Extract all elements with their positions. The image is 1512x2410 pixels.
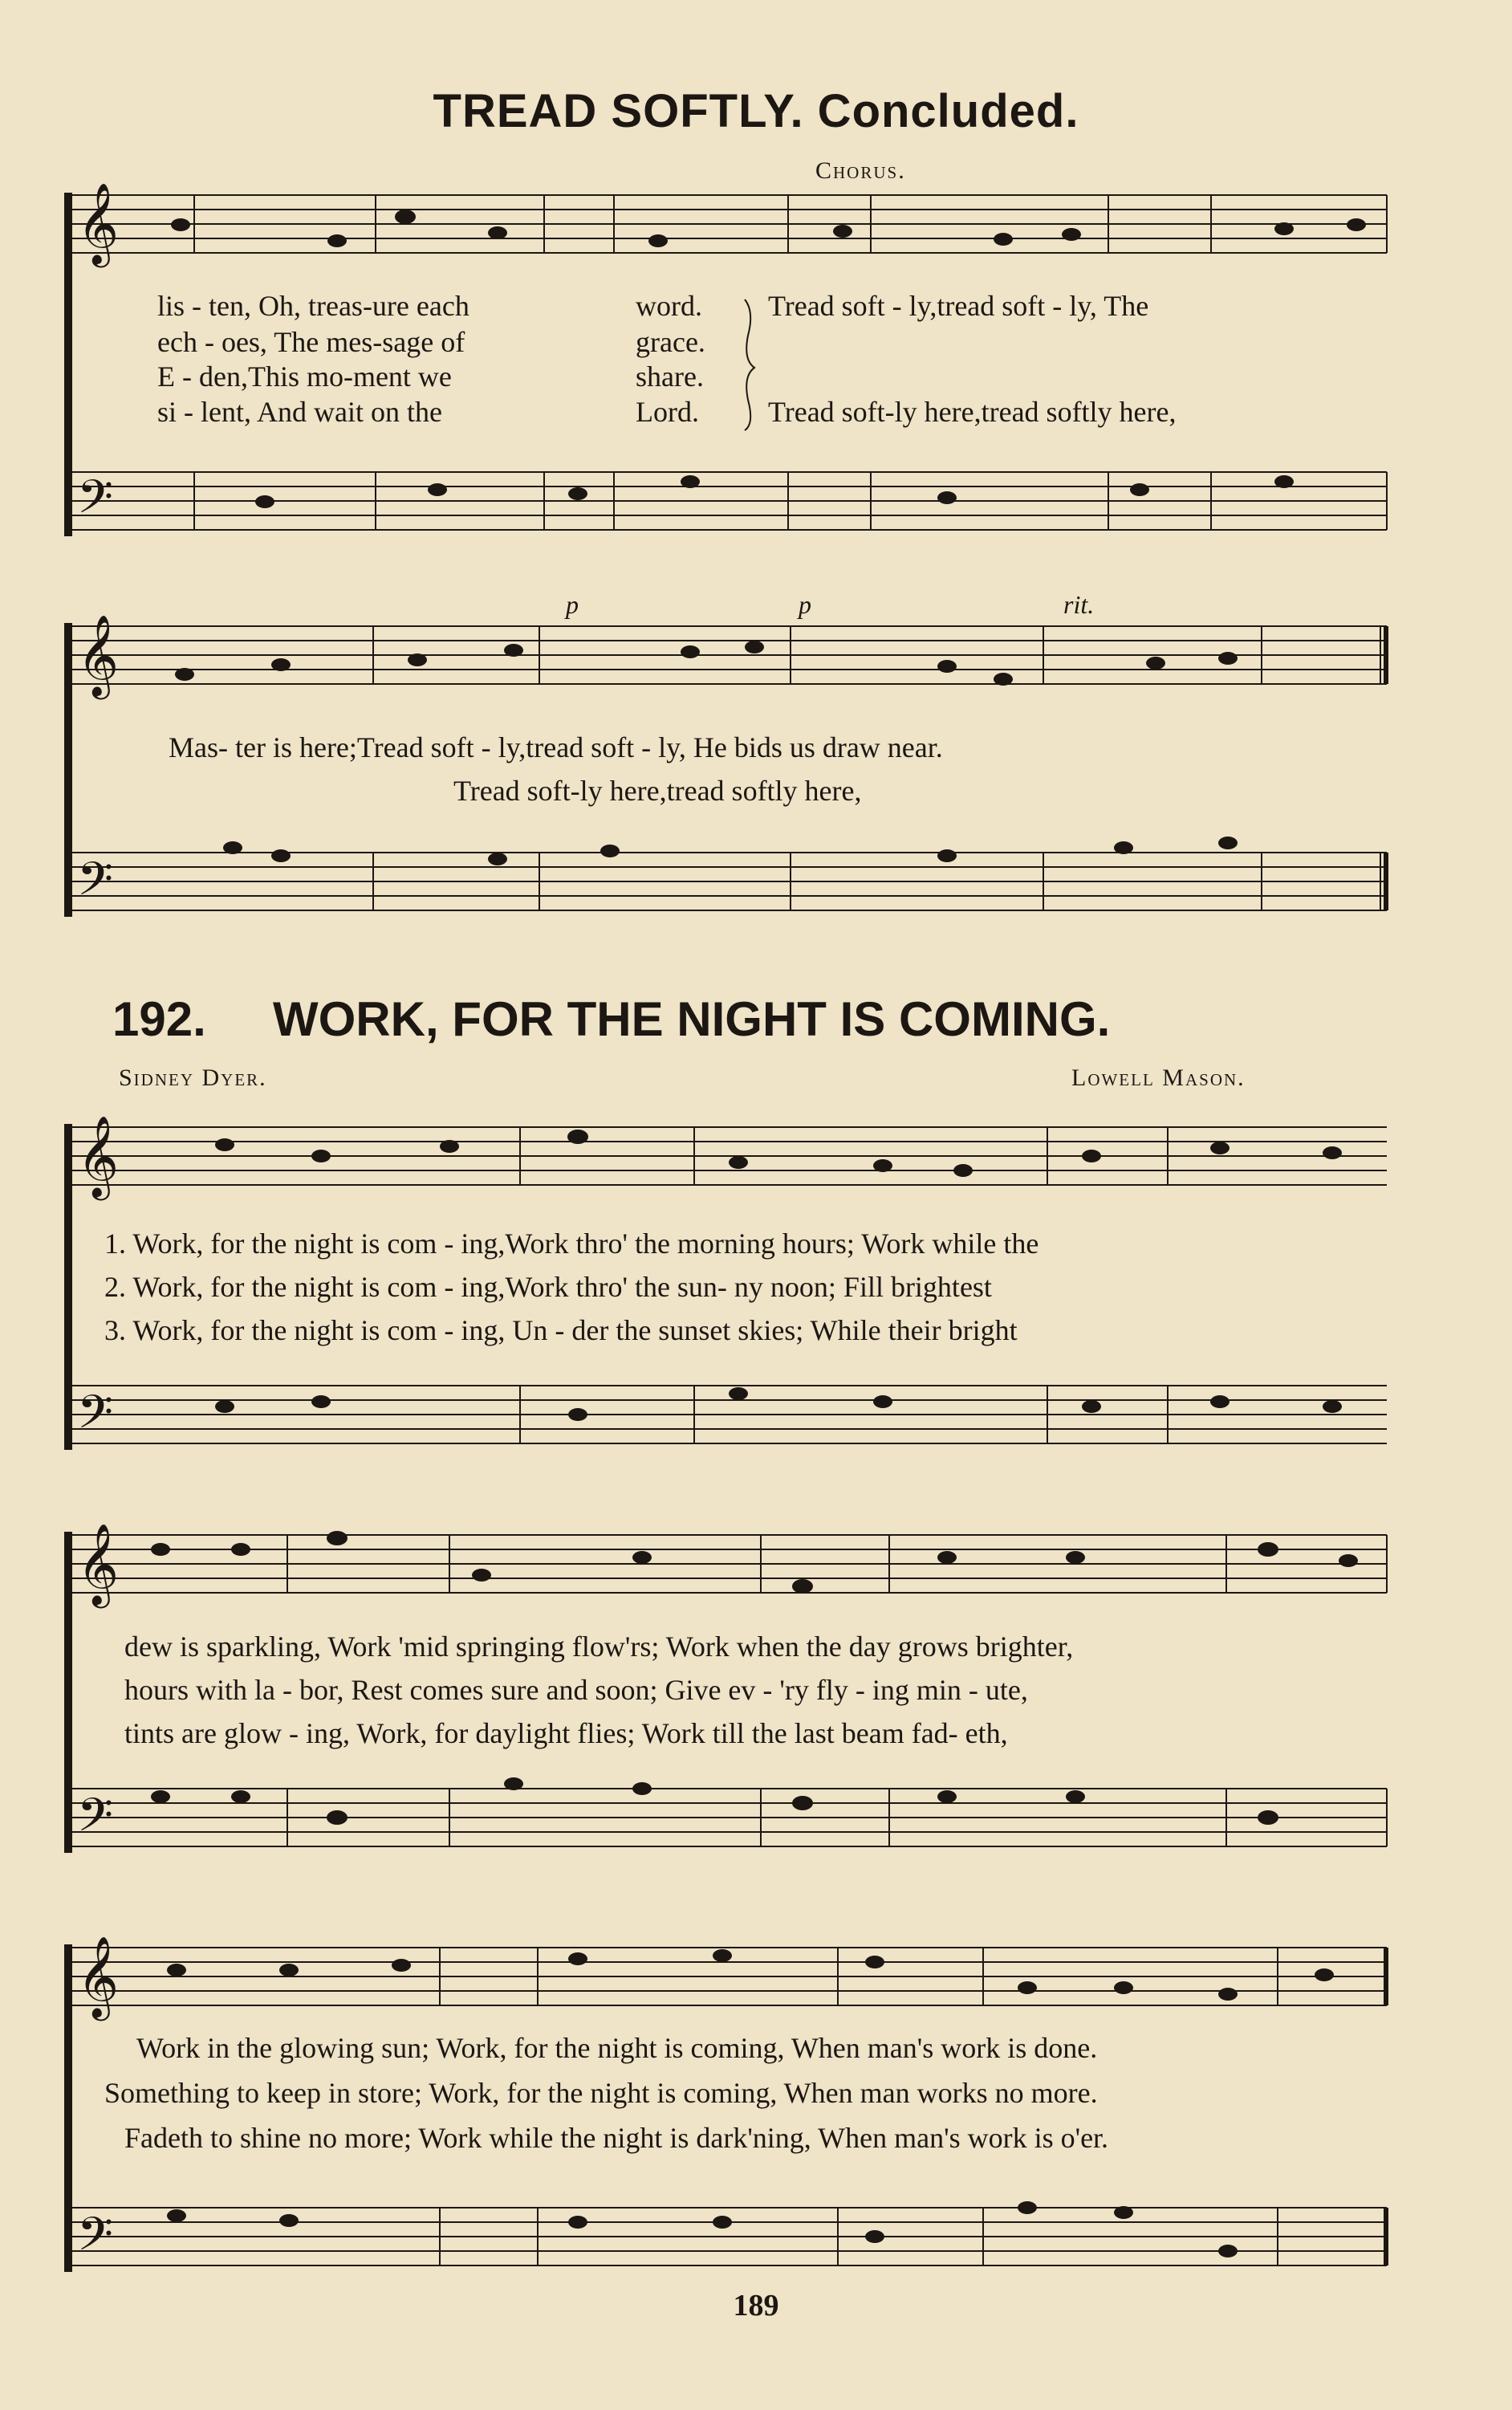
lyric-line: 2. Work, for the night is com - ing,Work thro' the sun- ny noon; Fill brightest <box>104 1271 992 1303</box>
lyric-line: si - lent, And wait on the <box>157 396 442 428</box>
hymn-number: 192. <box>112 992 206 1046</box>
svg-text:𝄢: 𝄢 <box>77 1385 114 1451</box>
svg-text:𝄢: 𝄢 <box>77 2207 114 2273</box>
lyric-line: Fadeth to shine no more; Work while the night is dark'ning, When man's work is o'er. <box>124 2122 1109 2154</box>
svg-text:𝄢: 𝄢 <box>77 470 114 535</box>
lyricist: Sidney Dyer. <box>119 1065 267 1091</box>
section-title: TREAD SOFTLY. Concluded. <box>433 85 1079 137</box>
lyric-line: share. <box>636 360 704 393</box>
lyric-line: lis - ten, Oh, treas-ure each <box>157 290 469 322</box>
lyric-line: hours with la - bor, Rest comes sure and soon; Give ev - 'ry fly - ing min - ute, <box>124 1674 1028 1706</box>
lyric-line: grace. <box>636 326 705 358</box>
svg-text:𝄞: 𝄞 <box>77 1935 120 2017</box>
lyric-line: 3. Work, for the night is com - ing, Un - der the sunset skies; While their bright <box>104 1314 1018 1346</box>
dynamic-piano: p <box>566 590 579 619</box>
ritardando-mark: rit. <box>1063 590 1095 619</box>
page-number: 189 <box>733 2289 779 2322</box>
svg-text:𝄢: 𝄢 <box>77 852 114 918</box>
svg-text:𝄞: 𝄞 <box>77 1522 120 1605</box>
dynamic-piano: p <box>799 590 811 619</box>
hymn-name: WORK, FOR THE NIGHT IS COMING. <box>273 992 1111 1046</box>
lyric-line: Lord. <box>636 396 699 428</box>
lyric-line: ech - oes, The mes-sage of <box>157 326 465 358</box>
svg-text:𝄞: 𝄞 <box>77 181 120 264</box>
lyric-line: E - den,This mo-ment we <box>157 360 452 393</box>
lyric-line: dew is sparkling, Work 'mid springing flow'rs; Work when the day grows brighter, <box>124 1630 1074 1663</box>
svg-text:𝄞: 𝄞 <box>77 1114 120 1197</box>
lyric-line: Tread soft - ly,tread soft - ly, The <box>768 290 1149 322</box>
svg-text:𝄢: 𝄢 <box>77 1788 114 1854</box>
lyric-line: Work in the glowing sun; Work, for the night is coming, When man's work is done. <box>136 2032 1098 2064</box>
lyric-line: Tread soft-ly here,tread softly here, <box>453 775 862 807</box>
lyric-line: tints are glow - ing, Work, for daylight flies; Work till the last beam fad- eth, <box>124 1717 1008 1749</box>
lyric-line: word. <box>636 290 702 322</box>
chorus-label: Chorus. <box>815 157 906 184</box>
composer: Lowell Mason. <box>1071 1065 1246 1091</box>
svg-text:𝄞: 𝄞 <box>77 613 120 696</box>
lyric-line: 1. Work, for the night is com - ing,Work thro' the morning hours; Work while the <box>104 1227 1039 1260</box>
lyric-line: Something to keep in store; Work, for the night is coming, When man works no more. <box>104 2077 1098 2109</box>
lyric-line: Mas- ter is here;Tread soft - ly,tread soft - ly, He bids us draw near. <box>169 731 943 763</box>
lyric-line: Tread soft-ly here,tread softly here, <box>768 396 1177 428</box>
